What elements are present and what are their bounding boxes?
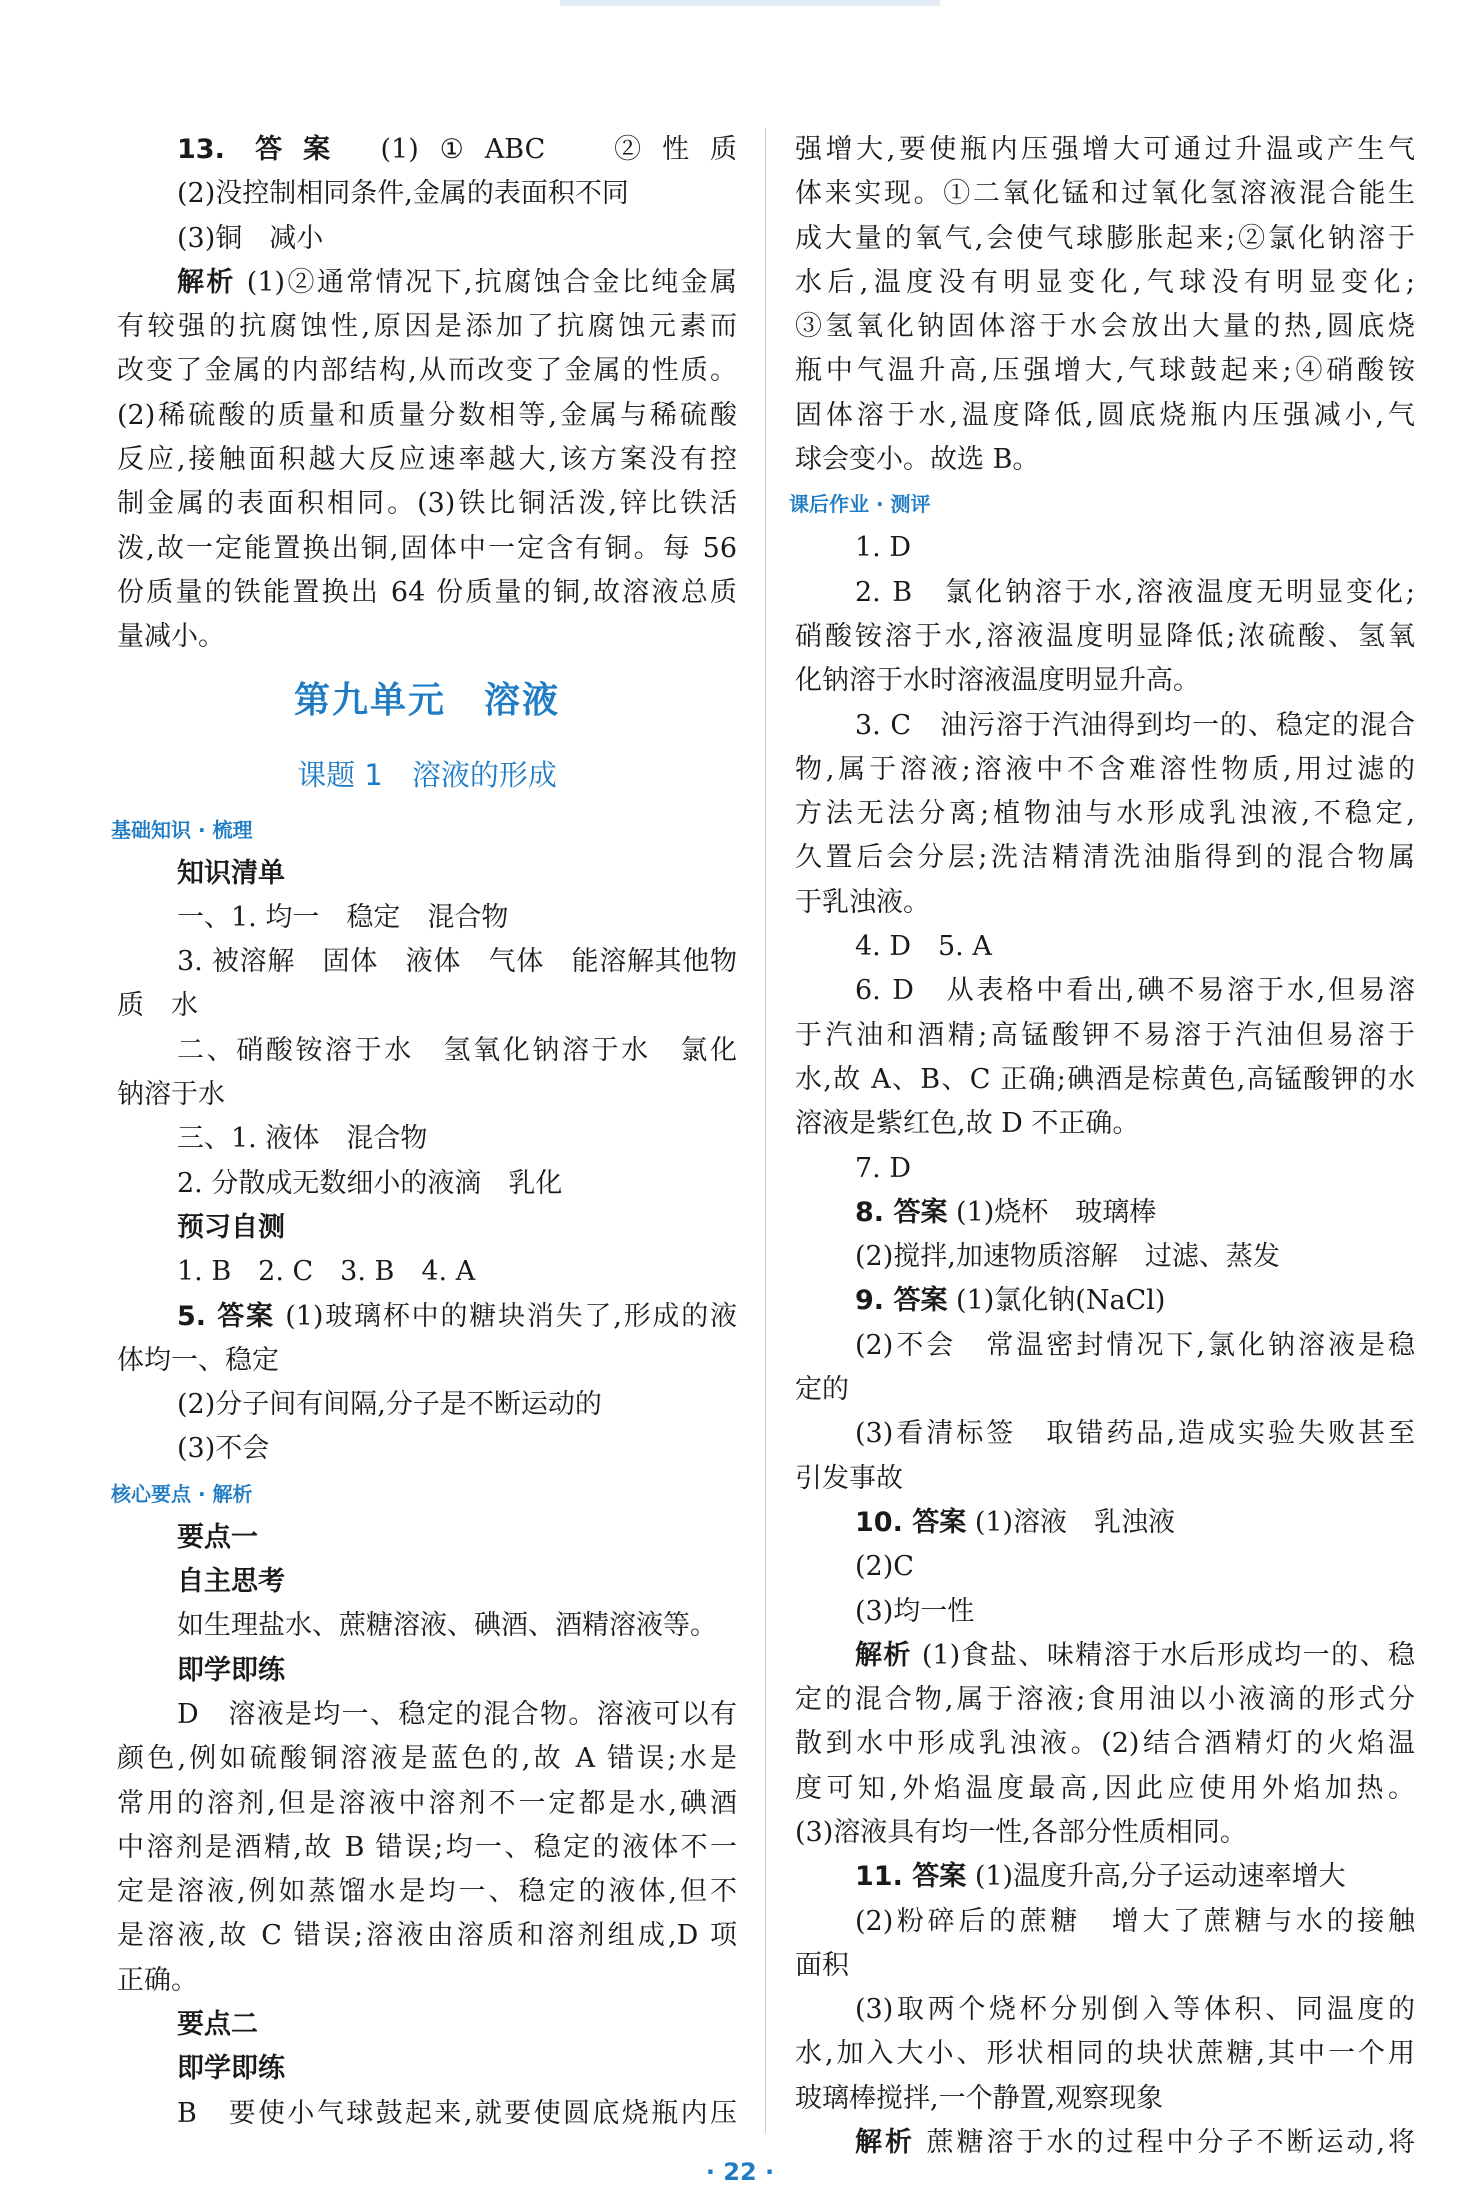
line-text: 核心要点 · 解析 (111, 1481, 253, 1506)
line-text: (3)不会 (177, 1433, 270, 1465)
text-line (117, 1206, 737, 1250)
text-line (117, 852, 737, 896)
text-line (795, 1855, 1415, 1899)
section-header (111, 1472, 737, 1516)
line-text: (3)看清标签 取错药品,造成实验失败甚至 (855, 1418, 1415, 1450)
line-text: 正确。 (117, 1964, 198, 1996)
text-line (795, 526, 1415, 570)
bold-label: 即学即练 (177, 1654, 285, 1686)
text-line (795, 969, 1415, 1013)
text-line (795, 1014, 1415, 1058)
text-line (795, 261, 1415, 305)
page-number: · 22 · (705, 2158, 775, 2186)
line-text: 物,属于溶液;溶液中不含难溶性物质,用过滤的 (795, 753, 1415, 785)
line-text: (3)溶液具有均一性,各部分性质相同。 (795, 1816, 1247, 1848)
text-line (117, 1693, 737, 1737)
line-text: 4. D 5. A (855, 931, 992, 963)
line-text: (2)粉碎后的蔗糖 增大了蔗糖与水的接触 (855, 1905, 1415, 1937)
text-line (795, 1590, 1415, 1634)
bold-label: 解析 (855, 1639, 912, 1671)
text-line (795, 305, 1415, 349)
line-text: 于汽油和酒精;高锰酸钾不易溶于汽油但易溶于 (795, 1019, 1415, 1051)
text-line (117, 1383, 737, 1427)
text-line (795, 438, 1415, 482)
text-line (117, 1295, 737, 1339)
text-line (117, 1250, 737, 1294)
line-text: 化钠溶于水时溶液温度明显升高。 (795, 665, 1200, 697)
text-line (795, 1412, 1415, 1456)
text-line (795, 1767, 1415, 1811)
bold-label: 预习自测 (177, 1211, 285, 1243)
text-line (117, 571, 737, 615)
line-text: 面积 (795, 1949, 849, 1981)
line-text: (1)②通常情况下,抗腐蚀合金比纯金属 (235, 266, 737, 298)
text-line (795, 128, 1415, 172)
line-text: 玻璃棒搅拌,一个静置,观察现象 (795, 2082, 1164, 2114)
bold-label: 8. 答案 (855, 1196, 948, 1228)
line-text: D 溶液是均一、稳定的混合物。溶液可以有 (177, 1698, 737, 1730)
line-text: 2. B 氯化钠溶于水,溶液温度无明显变化; (855, 576, 1415, 608)
section-header (111, 808, 737, 852)
bold-label: 13. 答案 (177, 134, 351, 165)
text-line (795, 615, 1415, 659)
line-text: (3)均一性 (855, 1595, 975, 1627)
line-text: 1. D (855, 532, 911, 564)
line-text: 制金属的表面积相同。(3)铁比铜活泼,锌比铁活 (117, 488, 737, 520)
line-text: 溶液是紫红色,故 D 不正确。 (795, 1108, 1140, 1140)
text-line (117, 1649, 737, 1693)
line-text: 定的混合物,属于溶液;食用油以小液滴的形式分 (795, 1684, 1415, 1716)
text-line (117, 261, 737, 305)
text-line (795, 1501, 1415, 1545)
line-text: 球会变小。故选 B。 (795, 444, 1040, 476)
text-line (795, 394, 1415, 438)
line-text: 颜色,例如硫酸铜溶液是蓝色的,故 A 错误;水是 (117, 1743, 737, 1775)
text-line (117, 2003, 737, 2047)
line-text: (1)氯化钠(NaCl) (947, 1285, 1166, 1317)
text-line (117, 1870, 737, 1914)
line-text: 中溶剂是酒精,故 B 错误;均一、稳定的液体不一 (117, 1831, 737, 1863)
bold-label: 9. 答案 (855, 1285, 948, 1317)
line-text: 常用的溶剂,但是溶液中溶剂不一定都是水,碘酒 (117, 1787, 737, 1819)
line-text: 基础知识 · 梳理 (111, 817, 253, 842)
text-line (795, 881, 1415, 925)
header-decoration (560, 0, 940, 6)
text-line (117, 1737, 737, 1781)
topic-title (117, 742, 737, 808)
unit-title (117, 660, 737, 742)
text-line (795, 1324, 1415, 1368)
text-line (795, 1279, 1415, 1323)
line-text: 体均一、稳定 (117, 1344, 279, 1376)
line-text: 定的 (795, 1374, 849, 1406)
bold-label: 解析 (177, 266, 236, 298)
text-line (117, 1117, 737, 1161)
text-line (795, 1147, 1415, 1191)
line-text: ③氢氧化钠固体溶于水会放出大量的热,圆底烧 (795, 311, 1415, 343)
column-divider (765, 128, 766, 2133)
text-line (117, 940, 737, 984)
line-text: (1)食盐、味精溶于水后形成均一的、稳 (911, 1639, 1415, 1671)
line-text: 泼,故一定能置换出铜,固体中一定含有铜。每 56 (117, 532, 737, 564)
text-line (795, 1944, 1415, 1988)
text-line (795, 1102, 1415, 1146)
text-line (117, 1604, 737, 1648)
text-line (117, 984, 737, 1028)
text-line (795, 172, 1415, 216)
line-text: 引发事故 (795, 1462, 903, 1494)
line-text: (2)没控制相同条件,金属的表面积不同 (177, 178, 629, 210)
text-line (795, 2077, 1415, 2121)
text-line (795, 1988, 1415, 2032)
bold-label: 解析 (855, 2127, 915, 2159)
text-line (117, 1162, 737, 1206)
text-line (117, 615, 737, 659)
text-line (795, 792, 1415, 836)
line-text: 反应,接触面积越大反应速率越大,该方案没有控 (117, 444, 737, 476)
line-text: 课题 1 溶液的形成 (297, 757, 557, 792)
line-text: (2)分子间有间隔,分子是不断运动的 (177, 1389, 602, 1421)
text-line (117, 1516, 737, 1560)
line-text: 方法无法分离;植物油与水形成乳浊液,不稳定, (795, 798, 1415, 830)
text-line (795, 1678, 1415, 1722)
text-line (117, 128, 737, 172)
left-column (111, 128, 737, 2136)
text-line (117, 2047, 737, 2091)
text-line (117, 438, 737, 482)
line-text: (1)玻璃杯中的糖块消失了,形成的液 (274, 1300, 737, 1332)
bold-label: 即学即练 (177, 2053, 285, 2085)
text-line (795, 1900, 1415, 1944)
text-line (795, 659, 1415, 703)
line-text: 质 水 (117, 990, 198, 1022)
line-text: (1)温度升高,分子运动速率增大 (966, 1861, 1346, 1893)
text-line (117, 1959, 737, 2003)
bold-label: 要点一 (177, 1521, 258, 1553)
line-text: 成大量的氧气,会使气球膨胀起来;②氯化钠溶于 (795, 222, 1415, 254)
bold-label: 要点二 (177, 2008, 258, 2040)
line-text: 二、硝酸铵溶于水 氢氧化钠溶于水 氯化 (177, 1034, 737, 1066)
line-text: (2)搅拌,加速物质溶解 过滤、蒸发 (855, 1241, 1280, 1273)
line-text: 体来实现。①二氧化锰和过氧化氢溶液混合能生 (795, 178, 1415, 210)
text-line (795, 1457, 1415, 1501)
line-text: 硝酸铵溶于水,溶液温度明显降低;浓硫酸、氢氧 (795, 620, 1415, 652)
text-line (795, 1368, 1415, 1412)
line-text: 3. C 油污溶于汽油得到均一的、稳定的混合 (855, 709, 1415, 741)
line-text: 量减小。 (117, 621, 225, 653)
text-line (795, 748, 1415, 792)
line-text: 固体溶于水,温度降低,圆底烧瓶内压强减小,气 (795, 399, 1415, 431)
line-text: 第九单元 溶液 (293, 679, 560, 721)
line-text: (3)铜 减小 (177, 222, 324, 254)
bold-label: 5. 答案 (177, 1300, 275, 1332)
line-text: 钠溶于水 (117, 1079, 225, 1111)
bold-label: 知识清单 (177, 857, 285, 889)
text-line (117, 1427, 737, 1471)
line-text: 三、1. 液体 混合物 (177, 1123, 428, 1155)
line-text: (2)稀硫酸的质量和质量分数相等,金属与稀硫酸 (117, 399, 737, 431)
line-text: B 要使小气球鼓起来,就要使圆底烧瓶内压 (177, 2097, 737, 2129)
line-text: 蔗糖溶于水的过程中分子不断运动,将 (914, 2127, 1415, 2159)
line-text: 定是溶液,例如蒸馏水是均一、稳定的液体,但不 (117, 1876, 737, 1908)
text-line (117, 1826, 737, 1870)
line-text: (1)①ABC ②性质 (351, 134, 737, 165)
text-line (795, 836, 1415, 880)
section-header (789, 482, 1415, 526)
line-text: 久置后会分层;洗洁精清洗油脂得到的混合物属 (795, 842, 1415, 874)
text-line (117, 1073, 737, 1117)
line-text: 1. B 2. C 3. B 4. A (177, 1256, 476, 1288)
line-text: 2. 分散成无数细小的液滴 乳化 (177, 1167, 563, 1199)
line-text: (2)不会 常温密封情况下,氯化钠溶液是稳 (855, 1329, 1415, 1361)
text-line (117, 394, 737, 438)
text-line (117, 1560, 737, 1604)
text-line (117, 896, 737, 940)
line-text: (2)C (855, 1551, 914, 1583)
text-line (117, 2092, 737, 2136)
line-text: 瓶中气温升高,压强增大,气球鼓起来;④硝酸铵 (795, 355, 1415, 387)
text-line (795, 1545, 1415, 1589)
line-text: 水,故 A、B、C 正确;碘酒是棕黄色,高锰酸钾的水 (795, 1063, 1415, 1095)
text-line (117, 217, 737, 261)
line-text: 度可知,外焰温度最高,因此应使用外焰加热。 (795, 1772, 1415, 1804)
line-text: (1)烧杯 玻璃棒 (947, 1196, 1157, 1228)
line-text: 3. 被溶解 固体 液体 气体 能溶解其他物 (177, 946, 737, 978)
text-line (117, 1914, 737, 1958)
line-text: 6. D 从表格中看出,碘不易溶于水,但易溶 (855, 975, 1415, 1007)
text-line (795, 571, 1415, 615)
text-line (795, 1058, 1415, 1102)
line-text: 强增大,要使瓶内压强增大可通过升温或产生气 (795, 134, 1415, 165)
bold-label: 自主思考 (177, 1566, 285, 1598)
line-text: (1)溶液 乳浊液 (966, 1506, 1176, 1538)
right-column (789, 128, 1415, 2165)
line-text: 是溶液,故 C 错误;溶液由溶质和溶剂组成,D 项 (117, 1920, 737, 1952)
text-line (795, 349, 1415, 393)
bold-label: 11. 答案 (855, 1861, 967, 1893)
line-text: 水后,温度没有明显变化,气球没有明显变化; (795, 266, 1415, 298)
text-line (117, 1339, 737, 1383)
text-line (117, 305, 737, 349)
line-text: 份质量的铁能置换出 64 份质量的铜,故溶液总质 (117, 576, 737, 608)
line-text: 如生理盐水、蔗糖溶液、碘酒、酒精溶液等。 (177, 1610, 717, 1642)
line-text: 课后作业 · 测评 (789, 492, 931, 517)
line-text: 一、1. 均一 稳定 混合物 (177, 901, 509, 933)
text-line (795, 1722, 1415, 1766)
line-text: 改变了金属的内部结构,从而改变了金属的性质。 (117, 355, 737, 387)
text-line (795, 1634, 1415, 1678)
line-text: 7. D (855, 1152, 911, 1184)
text-line (795, 704, 1415, 748)
line-text: 水,加入大小、形状相同的块状蔗糖,其中一个用 (795, 2038, 1415, 2070)
text-line (795, 1811, 1415, 1855)
line-text: 散到水中形成乳浊液。(2)结合酒精灯的火焰温 (795, 1728, 1415, 1760)
line-text: (3)取两个烧杯分别倒入等体积、同温度的 (855, 1994, 1415, 2026)
text-line (117, 527, 737, 571)
text-line (795, 217, 1415, 261)
text-line (795, 1191, 1415, 1235)
bold-label: 10. 答案 (855, 1506, 967, 1538)
line-text: 于乳浊液。 (795, 886, 930, 918)
text-line (117, 172, 737, 216)
text-line (117, 1029, 737, 1073)
text-line (795, 1235, 1415, 1279)
line-text: 有较强的抗腐蚀性,原因是添加了抗腐蚀元素而 (117, 311, 737, 343)
text-line (117, 482, 737, 526)
text-line (795, 925, 1415, 969)
text-line (117, 1782, 737, 1826)
text-line (795, 2032, 1415, 2076)
text-line (117, 349, 737, 393)
